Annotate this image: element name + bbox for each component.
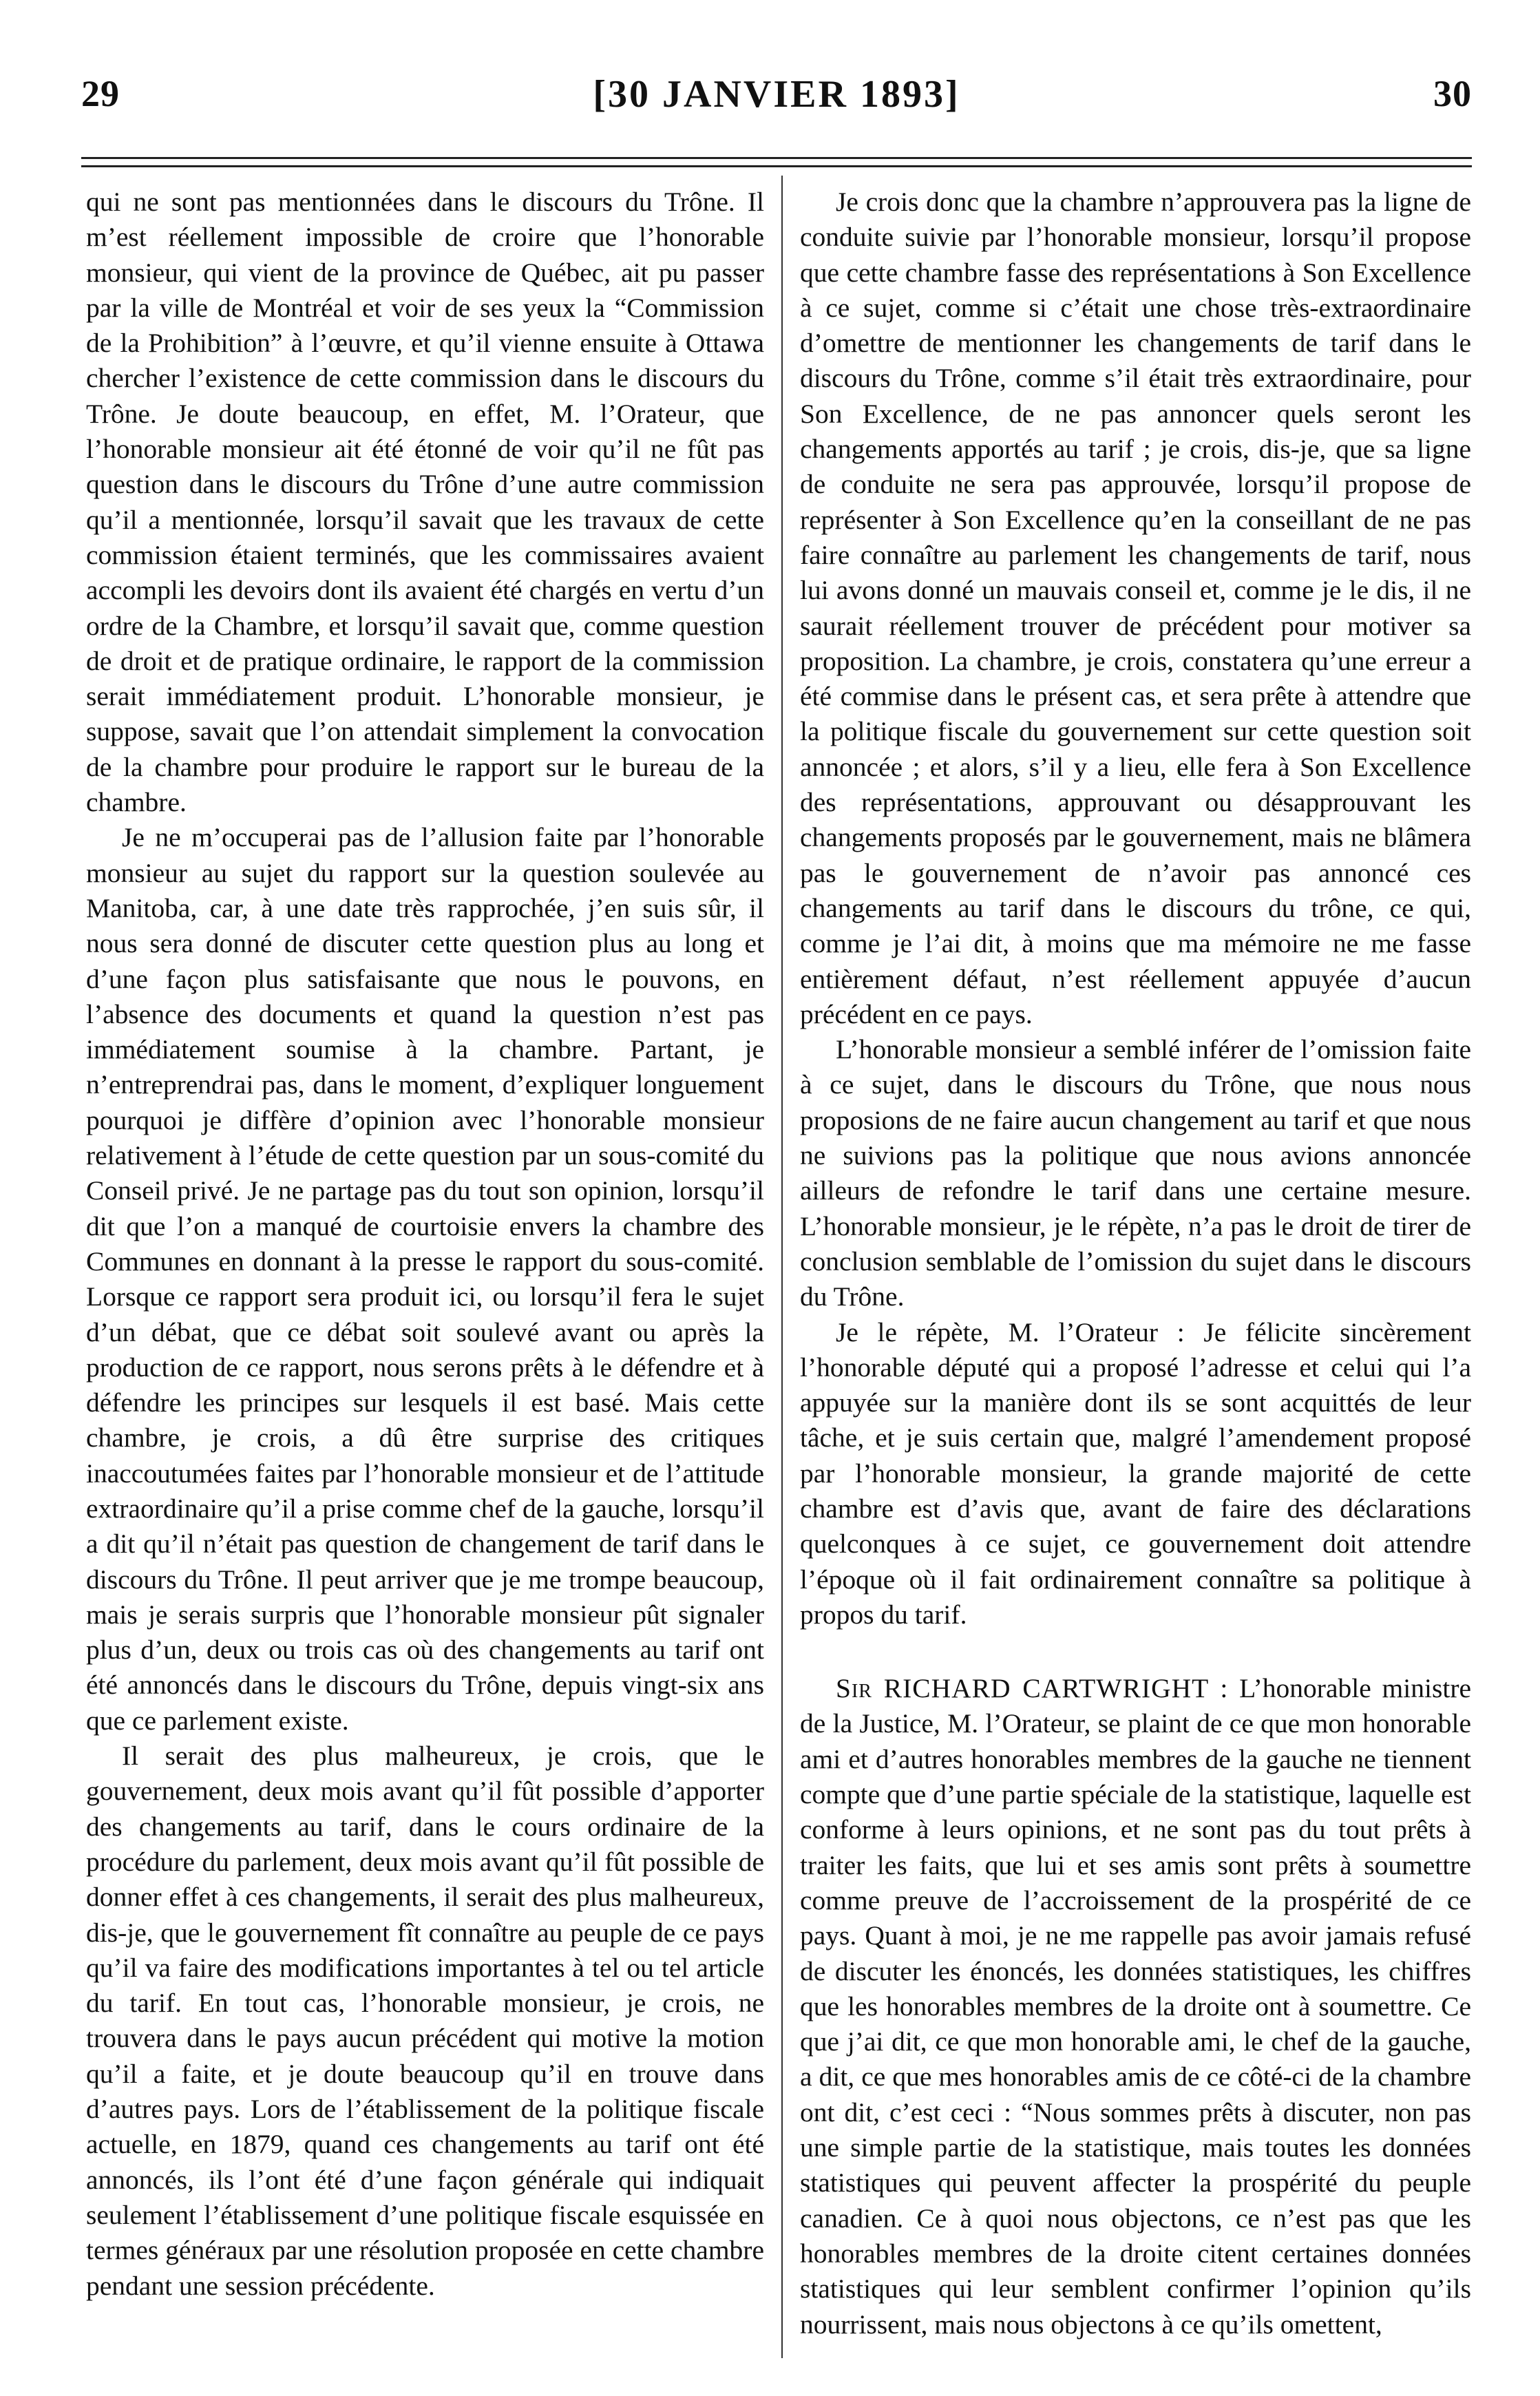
paragraph: L’honorable monsieur a semblé inférer de l’omission faite à ce sujet, dans le discours du Trône, que nous nous proposions de ne faire aucun changement au tarif et que nous ne suivions pas la politique que nous avions annoncée ailleurs de refondre le tarif dans une certaine mesure. L’honorable monsieur, je le répète, n’a pas le droit de tirer de conclusion semblable de l’omission du sujet dans le discours du Trône. [800,1034,1471,1312]
paragraph: Je ne m’occuperai pas de l’allusion faite par l’honorable monsieur au sujet du rapport sur la question soulevée au Manitoba, car, à une date très rapprochée, j’en suis sûr, il nous sera donné de discuter cette question plus au long et d’une façon plus satisfaisante que nous le pouvons, en l’absence des documents et quand la question n’est pas immédiatement soumise à la chambre. Partant, je n’entreprendrai pas, dans le moment, d’expliquer longuement pourquoi je diffère d’opinion avec l’honorable monsieur relativement à l’étude de cette question par un sous-comité du Conseil privé. Je ne partage pas du tout son opinion, lorsqu’il dit que l’on a manqué de courtoisie envers la chambre des Communes en donnant à la presse le rapport du sous-comité. Lorsque ce rapport sera produit ici, ou lorsqu’il fera le sujet d’un débat, que ce débat soit soulevé avant ou après la production de ce rapport, nous serons prêts à le défendre et à défendre les principes sur lesquels il est basé. Mais cette chambre, je crois, a dû être surprise des critiques inaccoutumées faites par l’honorable monsieur et de l’attitude extraordinaire qu’il a prise comme chef de la gauche, lorsqu’il a dit qu’il n’était pas question de changement de tarif dans le discours du Trône. Il peut arriver que je me trompe beaucoup, mais je serais surpris que l’honorable monsieur pût signaler plus d’un, deux ou trois cas où des changements au tarif ont été annoncés dans le discours du Trône, depuis vingt-six ans que ce parlement existe. [86,822,764,1736]
paragraph: Je crois donc que la chambre n’approuvera pas la ligne de conduite suivie par l’honorable monsieur, lorsqu’il propose que cette chambre fasse des représentations à Son Excellence à ce sujet, comme si c’était une chose très-extraordinaire d’omettre de mentionner les changements de tarif dans le discours du Trône, comme s’il était très extraordinaire, pour Son Excellence, de ne pas annoncer quels seront les changements apportés au tarif ; je crois, dis-je, que sa ligne de conduite ne sera pas approuvée, lorsqu’il propose de représenter à Son Excellence qu’en la conseillant de ne pas faire connaître au parlement les changements de tarif, nous lui avons donné un mauvais conseil et, comme je le dis, il ne saurait réellement trouver de précédent pour motiver sa proposition. La chambre, je crois, constatera qu’une erreur a été commise dans le présent cas, et sera prête à attendre que la politique fiscale du gouvernement sur cette question soit annoncée ; et alors, s’il y a lieu, elle fera à Son Excellence des représentations, approuvant ou désapprouvant les changements proposés par le gouvernement, mais ne blâmera pas le gouvernement de n’avoir pas annoncé ces changements au tarif dans le discours du trône, ce qui, comme je l’ai dit, à moins que ma mémoire ne me fasse entièrement défaut, n’est réellement appuyée d’aucun précédent en ce pays. [800,187,1471,1029]
right-column [800,185,1471,2367]
header-date: [30 JANVIER 1893] [593,73,960,116]
page-number-right: 30 [1433,73,1472,114]
speech-text: L’honorable ministre de la Justice, M. l’Orateur, se plaint de ce que mon honorable ami et d’autres honorables membres de la gauche ne tiennent compte que d’une partie spéciale de la statistique, laquelle est conforme à leurs opinions, et ne sont pas du tout prêts à traiter les faits, que lui et ses amis sont prêts à soumettre comme preuve de l’accroissement de la prospérité de ce pays. Quant à moi, je ne me rappelle pas avoir jamais refusé de discuter les énoncés, les données statistiques, les chiffres que les honorables membres de la droite ont à soumettre. Ce que j’ai dit, ce que mon honorable ami, le chef de la gauche, a dit, ce que mes honorables amis de ce côté-ci de la chambre ont dit, c’est ceci : “Nous sommes prêts à discuter, non pas une simple partie de la statistique, mais toutes les données statistiques qui peuvent affecter la prospérité du peuple canadien. Ce à quoi nous objectons, ce n’est pas que les honorables membres de la droite citent certaines données statistiques qui leur semblent confirmer l’opinion qu’ils nourrissent, mais nous objectons à ce qu’ils omettent, [800,1673,1471,2340]
paragraph: Il serait des plus malheureux, je crois, que le gouvernement, deux mois avant qu’il fût possible d’apporter des changements au tarif, dans le cours ordinaire de la procédure du parlement, deux mois avant qu’il fût possible de donner effet à ces changements, il serait des plus malheureux, dis-je, que le gouvernement fît connaître au peuple de ce pays qu’il va faire des modifications importantes à tel ou tel article du tarif. En tout cas, l’honorable monsieur, je crois, ne trouvera dans le pays aucun précédent qui motive la motion qu’il a faite, et je doute beaucoup qu’il en trouve dans d’autres pays. Lors de l’établissement de la politique fiscale actuelle, en 1879, quand ces changements au tarif ont été annoncés, ils l’ont été d’une façon générale qui indiquait seulement l’établissement d’une politique fiscale esquissée en termes généraux par une résolution proposée en cette chambre pendant une session précédente. [86,1741,764,2301]
page-header [81,72,1472,127]
paragraph: Je le répète, M. l’Orateur : Je félicite sincèrement l’honorable député qui a proposé l’adresse et celui qui l’a appuyée sur la manière dont ils se sont acquittés de leur tâche, et je suis certain que, malgré l’amendement proposé par l’honorable monsieur, la grande majorité de cette chambre est d’avis que, avant de faire des déclarations quelconques à ce sujet, ce gouvernement doit attendre l’époque où il fait ordinairement connaître sa politique à propos du tarif. [800,1316,1471,1630]
header-rule-bottom [81,165,1472,167]
paragraph-speech [800,1671,1471,2342]
speaker-name: Sir RICHARD CARTWRIGHT : [836,1673,1229,1704]
paragraph: qui ne sont pas mentionnées dans le discours du Trône. Il m’est réellement impossible de croire que l’honorable monsieur, qui vient de la province de Québec, ait pu passer par la ville de Montréal et voir de ses yeux la “Commission de la Prohibition” à l’œuvre, et qu’il vienne ensuite à Ottawa chercher l’existence de cette commission dans le discours du Trône. Je doute beaucoup, en effet, M. l’Orateur, que l’honorable monsieur ait été étonné de voir qu’il ne fût pas question dans le discours du Trône d’une autre commission qu’il a mentionnée, lorsqu’il savait que les travaux de cette commission étaient terminés, que les commissaires avaient accompli les devoirs dont ils avaient été chargés en vertu d’un ordre de la Chambre, et lorsqu’il savait que, comme question de droit et de pratique ordinaire, le rapport de la commission serait immédiatement produit. L’honorable monsieur, je suppose, savait que l’on attendait simplement la convocation de la chambre pour produire le rapport sur le bureau de la chambre. [86,187,764,818]
page-number-left: 29 [81,73,120,114]
column-divider [781,176,783,2358]
header-rule-top [81,157,1472,159]
left-column [86,185,764,2367]
